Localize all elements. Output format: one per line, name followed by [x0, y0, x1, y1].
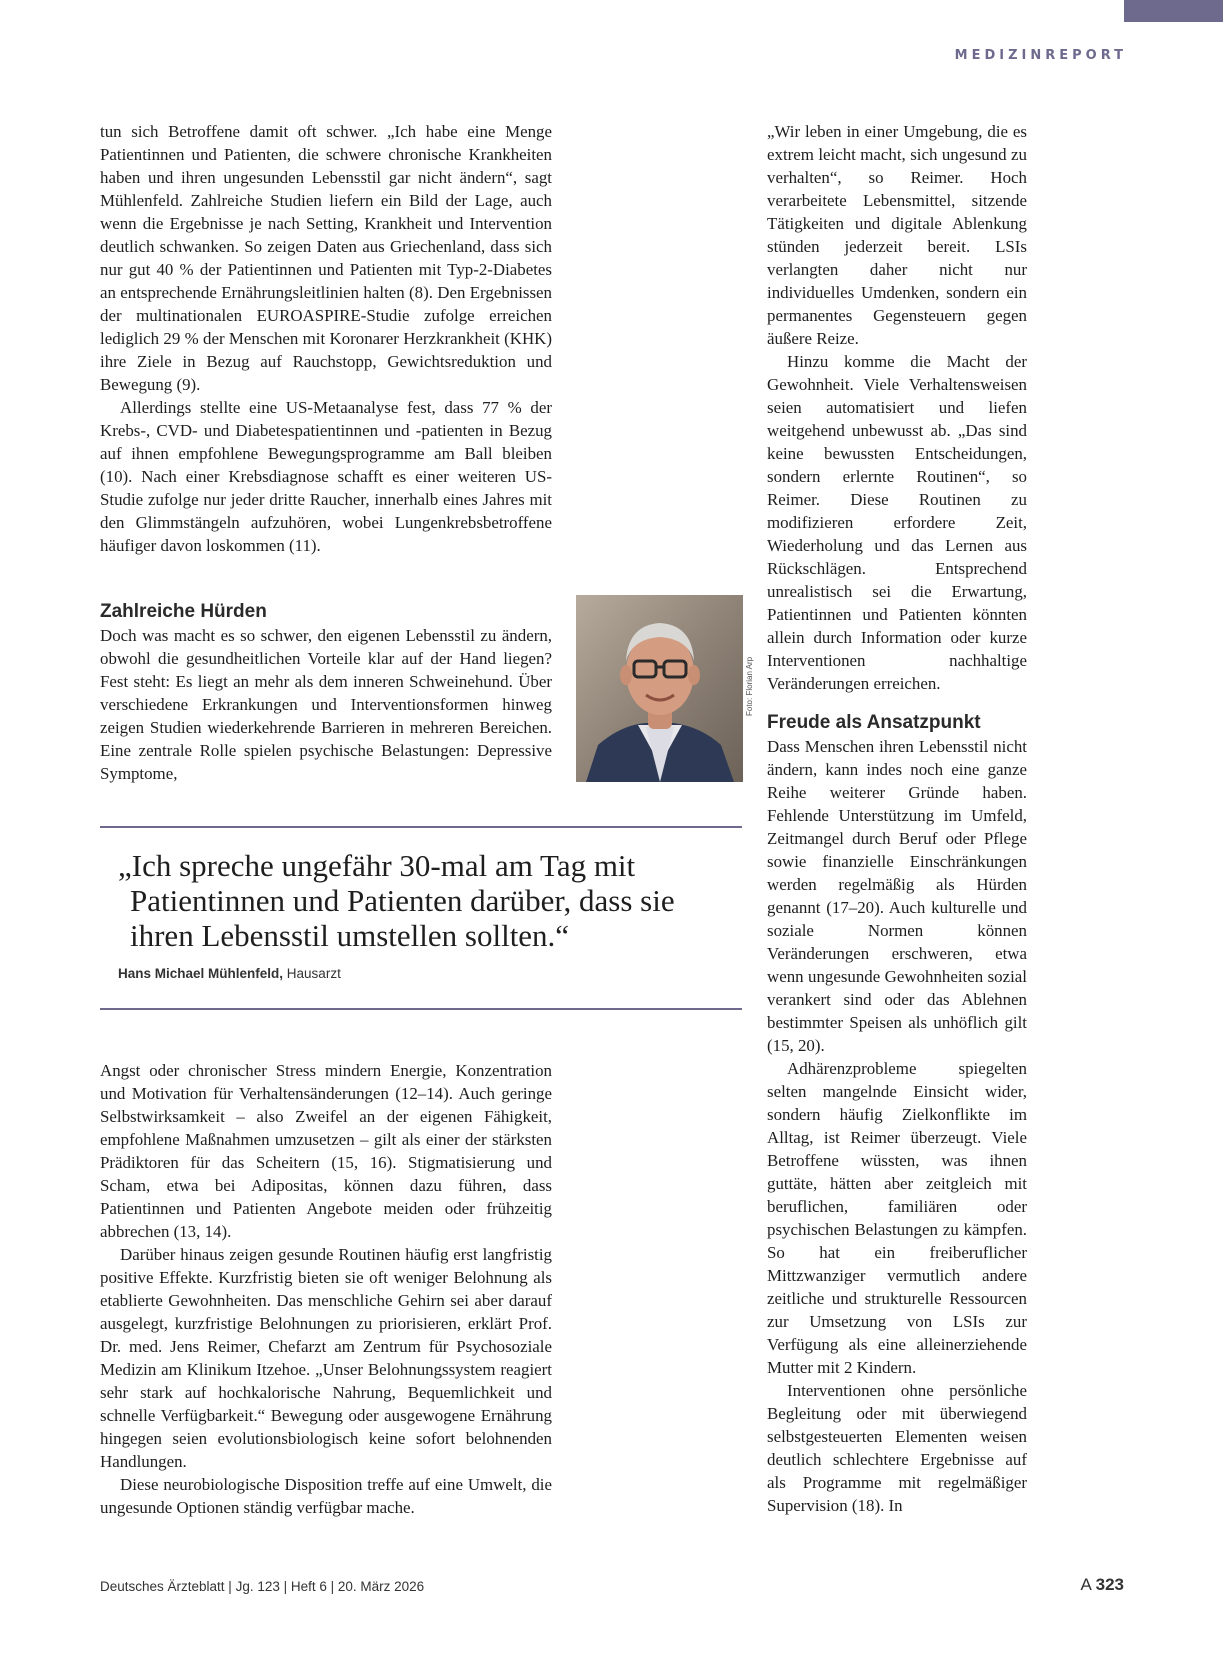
paragraph: Allerdings stellte eine US-Metaanalyse fest, dass 77 % der Krebs-, CVD- und Diabetespatientinnen und -patienten in Bezug auf ihnen empfohlene Bewegungsprogramme am Ball bleiben (10). Nach einer Krebsdiagnose schafft es einer weiteren US-Studie zufolge nur jeder dritte Raucher, innerhalb eines Jahres mit den Glimmstängeln aufzuhören, wobei Lungenkrebsbetroffene häufiger davon loskommen (11). [100, 398, 552, 555]
section-label: MEDIZINREPORT [954, 48, 1127, 63]
quote-text: „Ich spreche ungefähr 30-mal am Tag mit Patientinnen und Patienten darüber, dass sie ihren Lebensstil umstellen sollten.“ [118, 848, 675, 953]
paragraph: Interventionen ohne persönliche Begleitung oder mit überwiegend selbstgesteuerten Elementen weisen deutlich schlechtere Ergebnisse auf als Programme mit regelmäßiger Supervision (18). In [767, 1381, 1027, 1515]
portrait-photo [576, 595, 743, 782]
pull-quote [100, 826, 742, 1010]
footer-citation: Deutsches Ärzteblatt | Jg. 123 | Heft 6 | 20. März 2026 [100, 1579, 425, 1594]
page-number-value: 323 [1095, 1575, 1124, 1594]
quote-author: Hans Michael Mühlenfeld, [118, 966, 284, 981]
paragraph: Diese neurobiologische Disposition treffe auf eine Umwelt, die ungesunde Optionen ständig verfügbar mache. [100, 1475, 552, 1517]
page-number [1080, 1575, 1124, 1595]
paragraph: Darüber hinaus zeigen gesunde Routinen häufig erst langfristig positive Effekte. Kurzfristig bieten sie oft weniger Belohnung als etablierte Gewohnheiten. Das menschliche Gehirn sei aber darauf ausgelegt, kurzfristige Belohnungen zu priorisieren, erklärt Prof. Dr. med. Jens Reimer, Chefarzt am Zentrum für Psychosoziale Medizin am Klinikum Itzehoe. „Unser Belohnungssystem reagiert sehr stark auf hochkalorische Nahrung, Bequemlichkeit und schnelle Verfügbarkeit.“ Bewegung oder ausgewogene Ernährung hingegen seien evolutionsbiologisch keine sofort belohnenden Handlungen. [100, 1245, 552, 1471]
corner-color-bar [1124, 0, 1223, 22]
left-column-bottom [100, 1059, 552, 1519]
paragraph: „Wir leben in einer Umgebung, die es extrem leicht macht, sich ungesund zu verhalten“, so Reimer. Hoch verarbeitete Lebensmittel, sitzende Tätigkeiten und digitale Ablenkung stünden jederzeit bereit. LSIs verlangten daher nicht nur individuelles Umdenken, sondern ein permanentes Gegensteuern gegen äußere Reize. [767, 122, 1027, 348]
paragraph: Dass Menschen ihren Lebensstil nicht ändern, kann indes noch eine ganze Reihe weiterer Gründe haben. Fehlende Unterstützung im Umfeld, Zeitmangel durch Beruf oder Pflege sowie finanzielle Einschränkungen werden regelmäßig als Hürden genannt (17–20). Auch kulturelle und soziale Normen können Veränderungen erschweren, etwa wenn ungesunde Gewohnheiten sozial verankert sind oder das Ablehnen bestimmter Speisen als unhöflich gilt (15, 20). [767, 737, 1027, 1055]
paragraph: Angst oder chronischer Stress mindern Energie, Konzentration und Motivation für Verhaltensänderungen (12–14). Auch geringe Selbstwirksamkeit – also Zweifel an der eigenen Fähigkeit, empfohlene Maßnahmen umzusetzen – gilt als einer der stärksten Prädiktoren für das Scheitern (15, 16). Stigmatisierung und Scham, etwa bei Adipositas, können dazu führen, dass Patientinnen und Patienten Angebote meiden oder frühzeitig abbrechen (13, 14). [100, 1061, 552, 1241]
quote-top-rule [100, 826, 742, 828]
photo-credit: Foto: Florian Arp [745, 656, 754, 716]
paragraph: tun sich Betroffene damit oft schwer. „Ich habe eine Menge Patientinnen und Patienten, die schwere chronische Krankheiten haben und ihren ungesunden Lebensstil gar nicht ändern“, sagt Mühlenfeld. Zahlreiche Studien liefern ein Bild der Lage, auch wenn die Ergebnisse je nach Setting, Krankheit und Intervention deutlich schwanken. So zeigen Daten aus Griechenland, dass sich nur gut 40 % der Patientinnen und Patienten mit Typ-2-Diabetes an entsprechende Ernährungsleitlinien halten (8). Den Ergebnissen der multinationalen EUROASPIRE-Studie zufolge erreichen lediglich 29 % der Menschen mit Koronarer Herzkrankheit (KHK) ihre Ziele in Bezug auf Rauchstopp, Gewichtsreduktion und Bewegung (9). [100, 122, 552, 394]
paragraph: Adhärenzprobleme spiegelten selten mangelnde Einsicht wider, sondern häufig Zielkonflikte im Alltag, ist Reimer überzeugt. Viele Betroffene wüssten, was ihnen guttäte, hätten aber zeitgleich mit beruflichen, familiären oder psychischen Belastungen zu kämpfen. So hat ein freiberuflicher Mittzwanziger vermutlich andere zeitliche und strukturelle Ressourcen zur Umsetzung von LSIs zur Verfügung als eine alleinerziehende Mutter mit 2 Kindern. [767, 1059, 1027, 1377]
right-column [767, 120, 1027, 1517]
left-column-top [100, 120, 552, 557]
section-heading: Zahlreiche Hürden [100, 601, 267, 622]
paragraph: Doch was macht es so schwer, den eigenen Lebensstil zu ändern, obwohl die gesundheitlichen Vorteile klar auf der Hand liegen? Fest steht: Es liegt an mehr als dem inneren Schweinehund. Über verschiedene Erkrankungen und Interventionsformen hinweg zeigen Studien wiederkehrende Barrieren in mehreren Bereichen. Eine zentrale Rolle spielen psychische Belastungen: Depressive Symptome, [100, 626, 552, 783]
quote-attribution [118, 966, 341, 981]
quote-author-role: Hausarzt [286, 966, 341, 981]
paragraph: Hinzu komme die Macht der Gewohnheit. Viele Verhaltensweisen seien automatisiert und liefen weitgehend unbewusst ab. „Das sind keine bewussten Entscheidungen, sondern erlernte Routinen“, so Reimer. Diese Routinen zu modifizieren erfordere Zeit, Wiederholung und das Lernen aus Rückschlägen. Entsprechend unrealistisch sei die Erwartung, Patientinnen und Patienten könnten allein durch Information oder kurze Interventionen nachhaltige Veränderungen erreichen. [767, 352, 1027, 693]
quote-bottom-rule [100, 1008, 742, 1010]
left-column-hurdles [100, 600, 552, 785]
portrait-illustration [576, 595, 743, 782]
page-prefix: A [1080, 1575, 1091, 1594]
section-heading: Freude als Ansatzpunkt [767, 712, 981, 733]
